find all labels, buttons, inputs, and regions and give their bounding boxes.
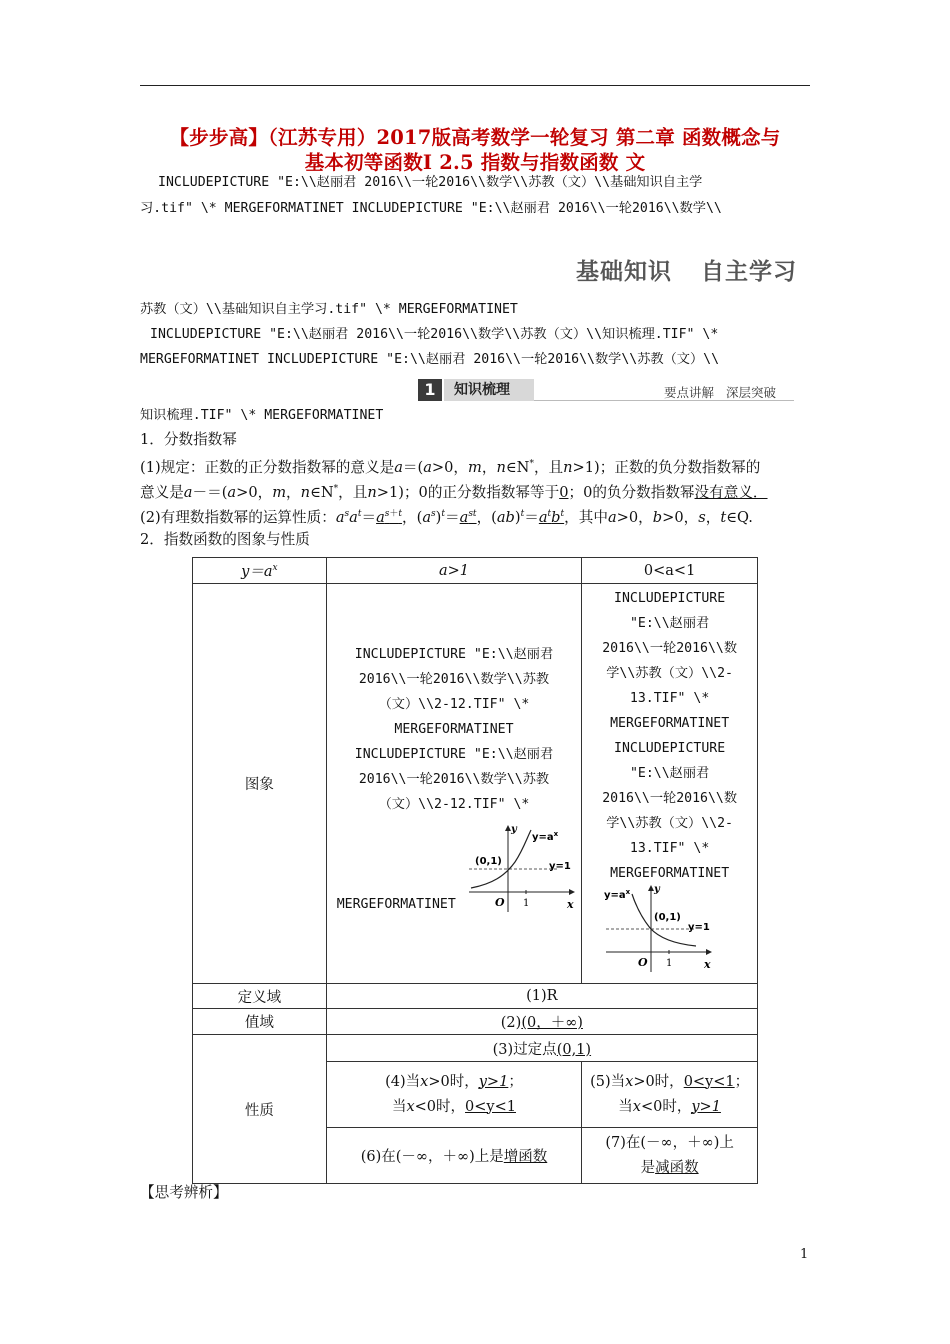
graph-decreasing-exp <box>604 884 714 974</box>
origin-label: O <box>494 896 505 909</box>
label-properties: 性质 <box>193 1035 327 1184</box>
paragraph-rule-1: (1)规定：正数的正分数指数幂的意义是a＝(a>0，m，n∈N*，且n>1)；正数的负分数指数幂的 <box>140 458 761 476</box>
heading-exp-functions: 2．指数函数的图象与性质 <box>140 531 310 548</box>
paragraph-rule-2: 意义是a－＝(a>0，m，n∈N*，且n>1)；0的正分数指数幂等于0；0的负分数指数幂没有意义． <box>140 483 768 501</box>
include-field-line: 13.TIF" \* <box>629 841 710 856</box>
header-rule <box>140 85 810 86</box>
include-field-line: 2016\\一轮2016\\数 <box>602 641 738 656</box>
x-axis-label: x <box>566 898 574 911</box>
include-field-text: MERGEFORMATINET <box>336 897 456 912</box>
table-row-fixed-point <box>193 1035 758 1062</box>
include-field-line: 13.TIF" \* <box>629 691 710 706</box>
doc-title-line1: 【步步高】（江苏专用）2017版高考数学一轮复习 第二章 函数概念与 <box>169 126 781 149</box>
include-field-line: MERGEFORMATINET <box>610 716 730 731</box>
paragraph-rule-3: (2)有理数指数幂的运算性质：$a^sa^t=a^{s+t}$，$(a^s)^t=a^{st}$，$(ab)^t=a^tb^t$，其中a>0，b>0，s，t∈Q. <box>140 508 753 526</box>
table-row-range <box>193 1009 758 1035</box>
tick-label-1: 1 <box>666 958 673 969</box>
include-field-line: 学\\苏教（文）\\2- <box>606 666 733 681</box>
domain-value: (1)R <box>326 984 757 1009</box>
include-field-line: INCLUDEPICTURE <box>614 591 726 606</box>
section-subtitle: 要点讲解 深层突破 <box>664 385 776 400</box>
include-field-line: 2016\\一轮2016\\数学\\苏教 <box>358 672 550 687</box>
tick-label-1: 1 <box>522 898 530 909</box>
prop-7: (7)在(－∞，＋∞)上 是减函数 <box>582 1128 758 1184</box>
point-label: (0,1) <box>654 912 682 923</box>
include-field-line: MERGEFORMATINET INCLUDEPICTURE "E:\\赵丽君 2016\\一轮2016\\数学\\苏教（文）\\ <box>140 352 720 367</box>
table-row-graph <box>193 584 758 984</box>
prop-4: (4)当x>0时，y>1； 当x<0时，0<y<1 <box>326 1062 582 1128</box>
label-graph: 图象 <box>193 584 327 984</box>
x-axis-arrow <box>569 889 575 895</box>
include-field-line: 学\\苏教（文）\\2- <box>606 816 733 831</box>
include-field-text <box>582 586 757 886</box>
include-field-text <box>327 642 582 817</box>
label-domain: 定义域 <box>193 984 327 1009</box>
section-banner: 基础知识 自主学习 <box>576 259 798 285</box>
page-number: 1 <box>800 1247 809 1262</box>
think-section-heading: 【思考辨析】 <box>140 1184 228 1201</box>
include-field-line: 苏教（文）\\基础知识自主学习.tif" \* MERGEFORMATINET <box>140 302 518 317</box>
graph-increasing-exp <box>467 824 577 914</box>
asymptote-label: y=1 <box>688 922 711 933</box>
include-field-line: （文）\\2-12.TIF" \* <box>378 797 530 812</box>
prop-5: (5)当x>0时，0<y<1； 当x<0时，y>1 <box>582 1062 758 1128</box>
include-field-line: 知识梳理.TIF" \* MERGEFORMATINET <box>140 408 384 423</box>
include-field-line: INCLUDEPICTURE "E:\\赵丽君 2016\\一轮2016\\数学\\苏教（文）\\知识梳理.TIF" \* <box>150 327 719 342</box>
curve-label: $y=a^x$ <box>604 888 631 901</box>
fixed-point: (3)过定点(0,1) <box>326 1035 757 1062</box>
include-field-line: MERGEFORMATINET <box>610 866 730 881</box>
y-axis-label: y <box>654 884 661 895</box>
include-field-line: "E:\\赵丽君 <box>629 616 710 631</box>
prop-6: (6)在(－∞，＋∞)上是增函数 <box>326 1128 582 1184</box>
range-value: (2)(0，＋∞) <box>326 1009 757 1035</box>
curve-label: $y=a^x$ <box>531 830 558 843</box>
include-field-line: 习.tif" \* MERGEFORMATINET INCLUDEPICTURE "E:\\赵丽君 2016\\一轮2016\\数学\\ <box>140 201 722 216</box>
point-label: (0,1) <box>474 856 502 867</box>
include-field-line: INCLUDEPICTURE <box>614 741 726 756</box>
include-field-line: INCLUDEPICTURE "E:\\赵丽君 <box>354 647 554 662</box>
exp-function-table <box>192 557 758 1184</box>
y-axis-label: y <box>510 824 517 835</box>
include-field-line: MERGEFORMATINET <box>394 722 514 737</box>
header-a-lt-1: 0<a<1 <box>582 558 758 584</box>
origin-label: O <box>638 956 648 969</box>
doc-title-line2: 基本初等函数Ⅰ 2.5 指数与指数函数 文 <box>304 151 646 174</box>
asymptote-label: y=1 <box>548 861 571 872</box>
graph-cell-a-lt-1 <box>582 584 758 984</box>
section-number-badge: 1 <box>418 379 442 401</box>
x-axis-label: x <box>704 958 711 971</box>
x-axis-arrow <box>706 949 712 955</box>
include-field-line: INCLUDEPICTURE "E:\\赵丽君 2016\\一轮2016\\数学\\苏教（文）\\基础知识自主学 <box>158 175 703 190</box>
section-label: 知识梳理 <box>444 379 534 401</box>
header-function: $y=a^x$ <box>193 558 327 584</box>
include-field-line: 2016\\一轮2016\\数学\\苏教 <box>358 772 550 787</box>
include-field-line: "E:\\赵丽君 <box>629 766 710 781</box>
graph-cell-a-gt-1 <box>326 584 582 984</box>
table-header-row <box>193 558 758 584</box>
label-range: 值域 <box>193 1009 327 1035</box>
table-row-domain <box>193 984 758 1009</box>
include-field-line: （文）\\2-12.TIF" \* <box>378 697 530 712</box>
include-field-line: 2016\\一轮2016\\数 <box>602 791 738 806</box>
include-field-line: INCLUDEPICTURE "E:\\赵丽君 <box>354 747 554 762</box>
heading-fraction-powers: 1．分数指数幂 <box>140 431 237 448</box>
header-a-gt-1: a>1 <box>326 558 582 584</box>
